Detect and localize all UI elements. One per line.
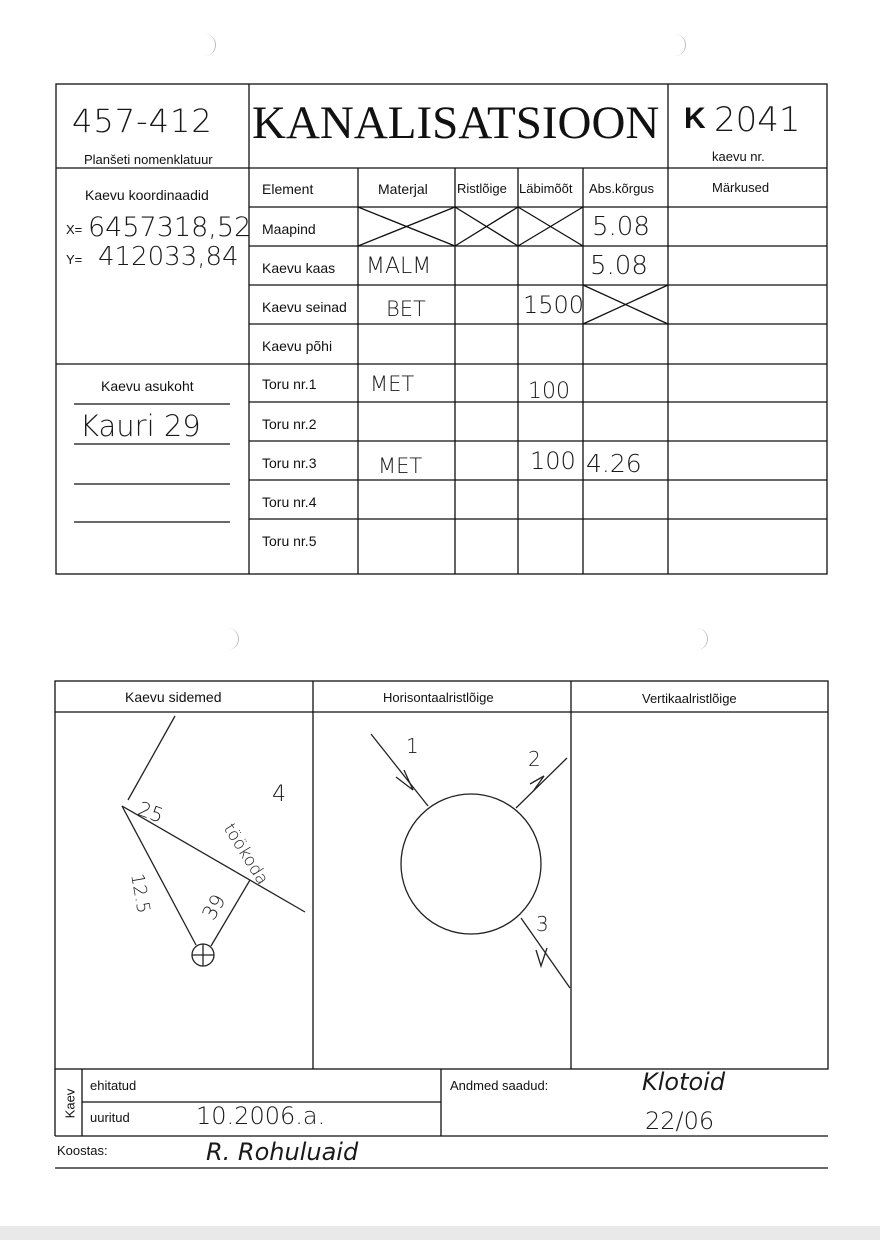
well-number-label: kaevu nr. — [712, 149, 765, 164]
pipe-label: 2 — [528, 747, 541, 771]
cell-abs: 4.26 — [586, 449, 642, 478]
row-label: Toru nr.5 — [262, 533, 317, 549]
koostas-signature: R. Rohuluaid — [206, 1138, 359, 1166]
cell-materjal: MET — [378, 454, 423, 478]
uuritud-value: 10.2006.a. — [196, 1102, 326, 1130]
sidemed-distance: 12.5 — [126, 871, 154, 916]
andmed-value-source: Klotoid — [642, 1068, 726, 1096]
ehitatud-label: ehitatud — [90, 1078, 137, 1093]
col-markused: Märkused — [712, 180, 770, 195]
row-label: Toru nr.2 — [262, 416, 317, 432]
pipe-label: 1 — [406, 734, 419, 758]
andmed-label: Andmed saadud: — [450, 1078, 549, 1093]
y-label: Y= — [66, 252, 83, 267]
horizontal-section-sketch — [371, 734, 570, 988]
row-label: Toru nr.4 — [262, 494, 317, 510]
location-label: Kaevu asukoht — [101, 378, 194, 394]
andmed-value-date: 22/06 — [645, 1107, 715, 1135]
uuritud-label: uuritud — [90, 1110, 130, 1125]
col-element: Element — [262, 181, 314, 197]
scan-edge — [0, 1226, 880, 1240]
row-label: Kaevu seinad — [262, 299, 347, 315]
nomenclature-value: 457-412 — [72, 102, 213, 140]
row-label: Kaevu põhi — [262, 338, 333, 354]
x-coordinate: 6457318,52 — [88, 212, 252, 243]
col-ristloige: Ristlõige — [457, 181, 507, 196]
cell-labimoot: 1500 — [523, 291, 585, 319]
cell-labimoot: 100 — [530, 447, 576, 475]
kaev-label: Kaev — [62, 1088, 78, 1119]
horizontal-label: Horisontaalristlõige — [383, 690, 494, 705]
sidemed-note-number: 4 — [272, 782, 286, 807]
koostas-label: Koostas: — [57, 1143, 108, 1158]
row-label: Kaevu kaas — [262, 260, 336, 276]
pipe-label: 3 — [536, 912, 549, 936]
well-number-prefix: K — [684, 102, 706, 135]
x-label: X= — [66, 222, 83, 237]
sidemed-distance: 39 — [196, 889, 231, 925]
cell-abs: 5.08 — [592, 212, 650, 242]
cell-materjal: BET — [386, 297, 426, 321]
sidemed-sketch — [122, 716, 305, 966]
cell-materjal: MALM — [366, 254, 432, 279]
row-label: Toru nr.1 — [262, 376, 317, 392]
cell-abs: 5.08 — [590, 251, 648, 281]
coordinates-label: Kaevu koordinaadid — [85, 187, 209, 203]
y-coordinate: 412033,84 — [98, 242, 239, 272]
sidemed-label: Kaevu sidemed — [125, 689, 222, 705]
nomenclature-label: Planšeti nomenklatuur — [84, 152, 213, 167]
col-abs: Abs.kõrgus — [589, 181, 655, 196]
col-labimoot: Läbimõõt — [519, 181, 573, 196]
row-label: Toru nr.3 — [262, 455, 317, 471]
sidemed-distance: 25 — [134, 796, 167, 828]
sidemed-note-text: töökoda — [219, 820, 273, 889]
form-title: KANALISATSIOON — [252, 97, 660, 149]
cell-materjal: MET — [370, 372, 415, 396]
cell-labimoot: 100 — [528, 379, 570, 404]
row-label: Maapind — [262, 221, 316, 237]
col-materjal: Materjal — [378, 181, 428, 197]
location-value: Kauri 29 — [80, 409, 201, 443]
vertical-label: Vertikaalristlõige — [642, 691, 737, 706]
well-number-value: 2041 — [714, 100, 801, 140]
